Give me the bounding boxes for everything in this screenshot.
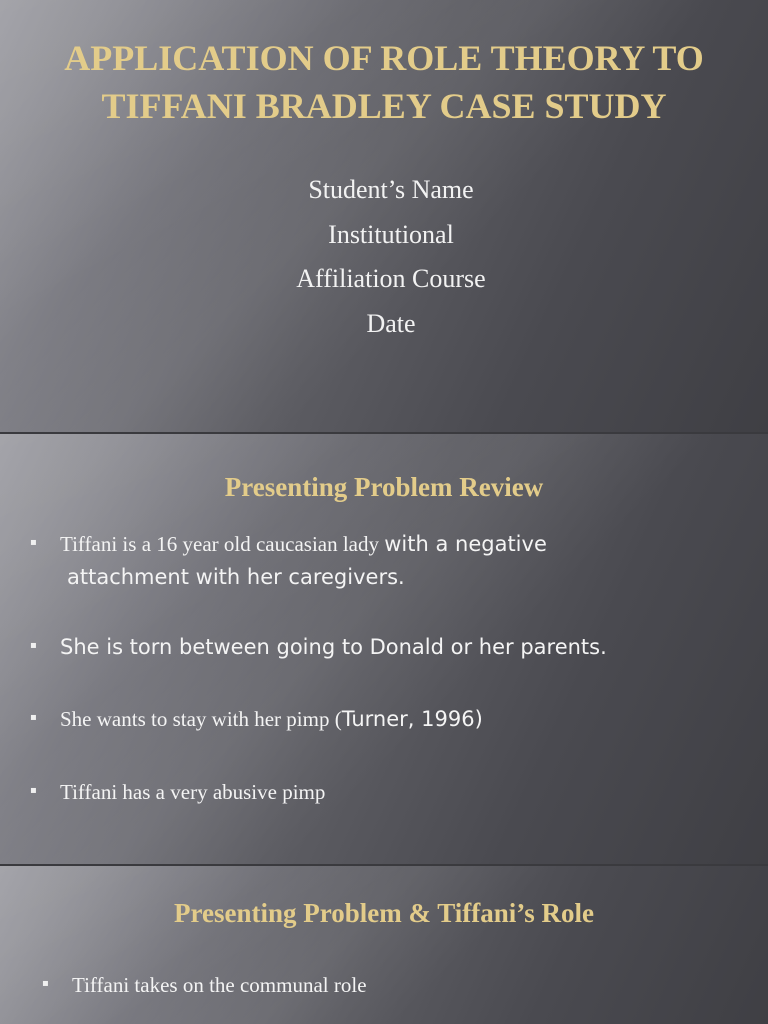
square-bullet-icon: ▪: [42, 978, 49, 989]
bullet-text: Tiffani is a 16 year old caucasian lady: [60, 532, 385, 556]
bullet-text: Tiffani takes on the communal role: [72, 973, 367, 997]
bullet-item: [30, 777, 750, 808]
bullet-citation: Turner, 1996): [341, 707, 483, 731]
affiliation-course-line: Affiliation Course: [296, 264, 486, 293]
slide-title: [10, 34, 758, 130]
bullet-text-continued: attachment with her caregivers.: [67, 565, 405, 589]
bullet-text: with a negative: [384, 532, 547, 556]
bullet-text: She wants to stay with her pimp (: [60, 707, 342, 731]
review-slide: [0, 434, 768, 864]
bullet-item: [30, 632, 750, 663]
author-info: [191, 168, 591, 346]
square-bullet-icon: ▪: [30, 785, 37, 796]
slide-heading: Presenting Problem Review: [224, 472, 544, 502]
square-bullet-icon: ▪: [30, 712, 37, 723]
student-name: Student’s Name: [308, 175, 474, 204]
role-slide: [0, 866, 768, 1024]
title-line-2: TIFFANI BRADLEY CASE STUDY: [101, 86, 667, 126]
title-slide: [0, 0, 768, 432]
square-bullet-icon: ▪: [30, 537, 37, 548]
bullet-text: She is torn between going to Donald or her parents.: [60, 635, 607, 659]
bullet-text: Tiffani has a very abusive pimp: [60, 780, 326, 804]
bullet-item: [42, 970, 762, 1001]
bullet-item: [30, 529, 750, 593]
date-line: Date: [366, 308, 416, 338]
square-bullet-icon: ▪: [30, 640, 37, 651]
title-line-1: APPLICATION OF ROLE THEORY TO: [64, 38, 704, 78]
bullet-item: [30, 704, 750, 737]
institution-line: Institutional: [328, 219, 454, 249]
slide-heading: Presenting Problem & Tiffani’s Role: [174, 898, 594, 928]
